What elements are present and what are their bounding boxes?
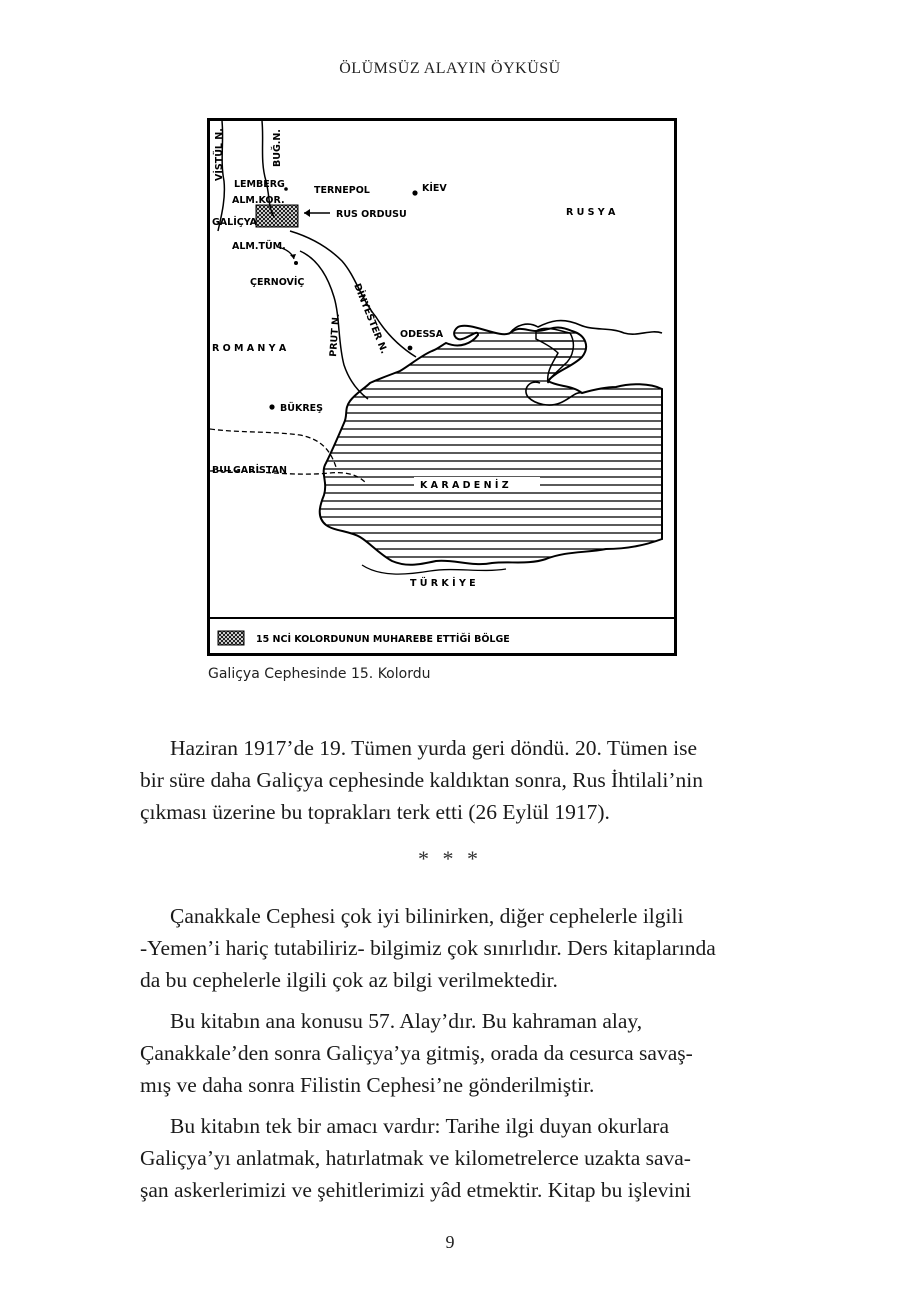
border-dashed-1	[210, 429, 336, 467]
black-sea	[320, 326, 662, 565]
paragraph-1	[140, 732, 775, 828]
label-kiev: KİEV	[422, 183, 447, 194]
legend-swatch	[218, 631, 244, 645]
p4-line-3: şan askerlerimizi ve şehitlerimizi yâd etmektir. Kitap bu işlevini	[140, 1178, 692, 1202]
p1-line-3: çıkması üzerine bu toprakları terk etti (26 Eylül 1917).	[140, 800, 610, 824]
label-rusya: R U S Y A	[566, 207, 616, 218]
label-galicya: GALİÇYA	[212, 217, 258, 228]
anatolia-coast	[362, 565, 506, 574]
label-prut: PRUT N.	[328, 313, 343, 358]
paragraph-2	[140, 900, 775, 996]
p2-line-3: da bu cephelerle ilgili çok az bilgi verilmektedir.	[140, 968, 558, 992]
label-bulgaristan: BULGARİSTAN	[212, 465, 287, 476]
galicia-front-map	[207, 118, 677, 656]
corps-battle-zone	[256, 205, 298, 227]
label-karadeniz: K A R A D E N İ Z	[420, 480, 509, 491]
kiev-dot	[412, 190, 417, 195]
cernovic-dot	[294, 261, 298, 265]
label-romanya: R O M A N Y A	[212, 343, 287, 354]
legend-label: 15 NCİ KOLORDUNUN MUHAREBE ETTİĞİ BÖLGE	[256, 634, 510, 645]
label-dinyester: DİNYESTER N.	[351, 282, 390, 356]
map-caption: Galiçya Cephesinde 15. Kolordu	[208, 666, 431, 682]
label-lemberg: LEMBERG	[234, 179, 285, 190]
paragraph-4	[140, 1110, 775, 1206]
label-bukres: BÜKREŞ	[280, 403, 323, 414]
dniester-river	[290, 231, 416, 357]
odessa-dot	[408, 346, 413, 351]
page-number: 9	[445, 1232, 455, 1252]
label-bug: BUĞ.N.	[272, 129, 283, 167]
map-drawing	[210, 121, 674, 653]
p1-line-2: bir süre daha Galiçya cephesinde kaldıktan sonra, Rus İhtilali’nin	[140, 768, 704, 792]
label-alm-kor: ALM.KOR.	[232, 195, 285, 206]
p3-line-2: Çanakkale’den sonra Galiçya’ya gitmiş, orada da cesurca savaş-	[140, 1041, 693, 1065]
label-vistul: VİSTÜL N.	[214, 128, 225, 181]
label-alm-tum: ALM.TÜM.	[232, 241, 286, 252]
running-header: ÖLÜMSÜZ ALAYIN ÖYKÜSÜ	[339, 60, 561, 77]
paragraph-3	[140, 1005, 775, 1101]
section-separator: * * *	[418, 846, 482, 871]
p4-line-2: Galiçya’yı anlatmak, hatırlatmak ve kilometrelerce uzakta sava-	[140, 1146, 691, 1170]
label-rus-ordusu: RUS ORDUSU	[336, 209, 407, 220]
p2-line-1: Çanakkale Cephesi çok iyi bilinirken, diğer cephelerle ilgili	[170, 904, 684, 928]
p3-line-1: Bu kitabın ana konusu 57. Alay’dır. Bu kahraman alay,	[170, 1009, 643, 1033]
bukres-dot	[269, 404, 274, 409]
p3-line-3: mış ve daha sonra Filistin Cephesi’ne gönderilmiştir.	[140, 1073, 595, 1097]
label-cernovic: ÇERNOVİÇ	[250, 277, 305, 288]
label-ternepol: TERNEPOL	[314, 185, 370, 196]
p1-line-1: Haziran 1917’de 19. Tümen yurda geri döndü. 20. Tümen ise	[170, 736, 698, 760]
label-odessa: ODESSA	[400, 329, 444, 340]
p2-line-2: -Yemen’i hariç tutabiliriz- bilgimiz çok sınırlıdır. Ders kitaplarında	[140, 936, 716, 960]
label-turkiye: T Ü R K İ Y E	[410, 578, 476, 589]
p4-line-1: Bu kitabın tek bir amacı vardır: Tarihe ilgi duyan okurlara	[170, 1114, 670, 1138]
